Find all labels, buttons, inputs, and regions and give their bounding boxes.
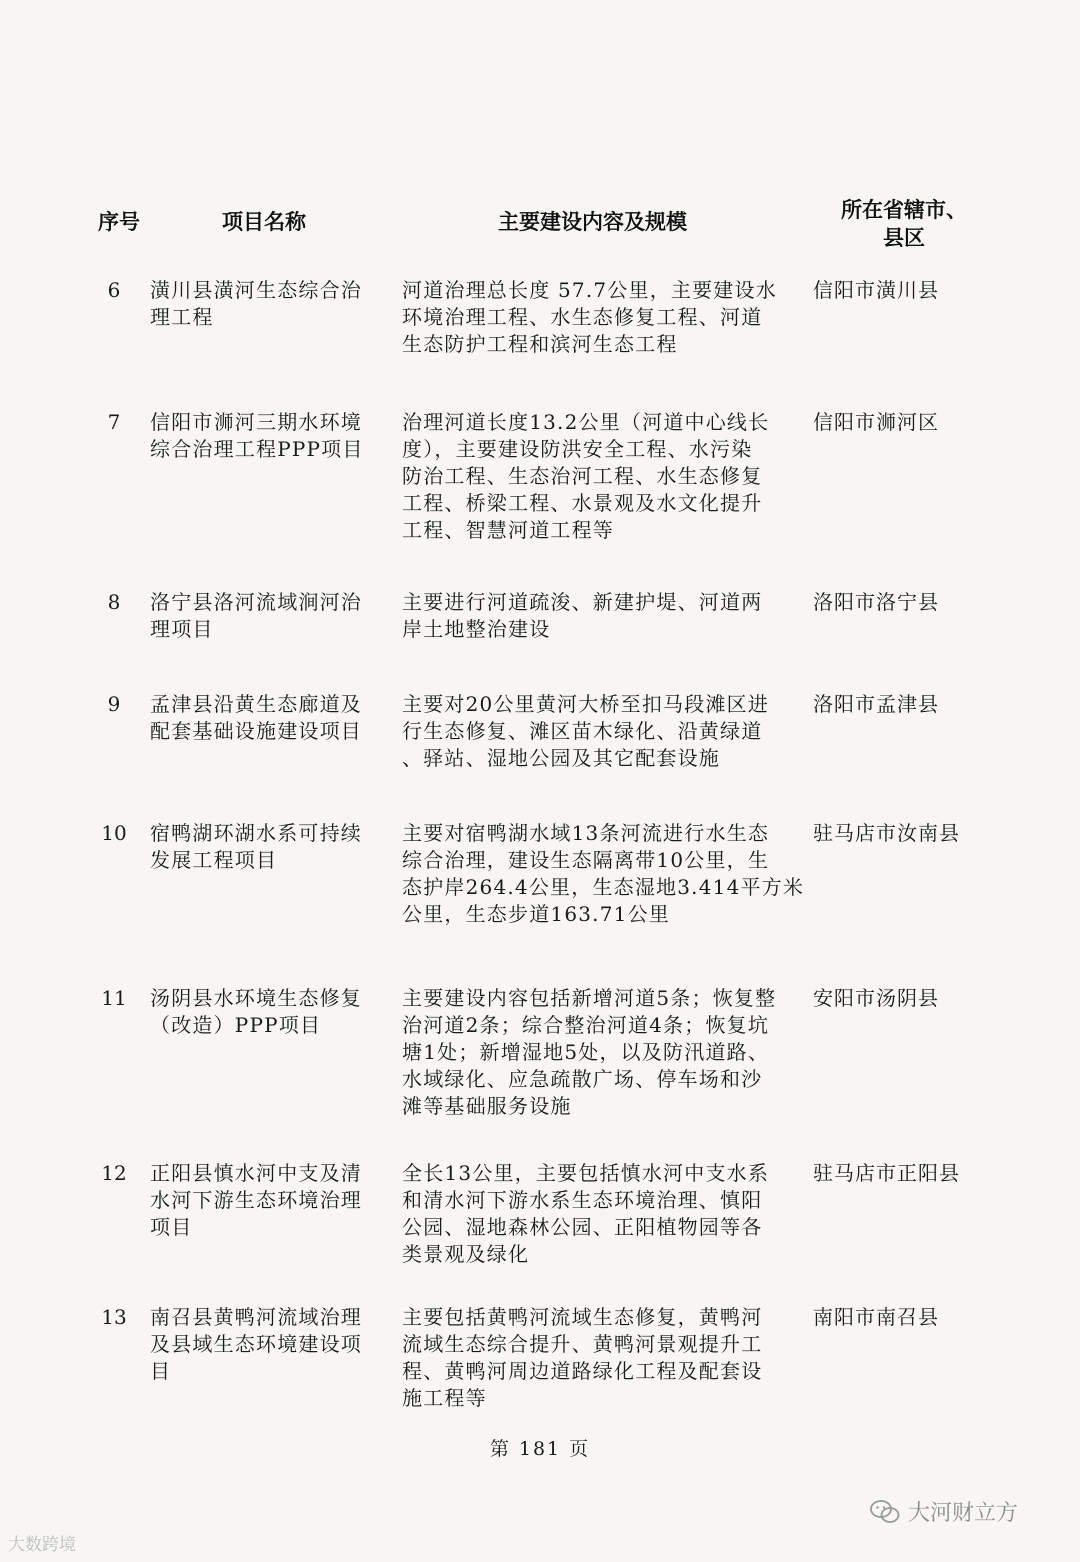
content-line: 河道治理总长度 57.7公里，主要建设水 — [402, 278, 777, 302]
header-seq: 序号 — [98, 210, 140, 234]
row-project-name — [150, 820, 390, 874]
row-location: 南阳市南召县 — [813, 1305, 939, 1329]
row-location: 洛阳市洛宁县 — [813, 590, 939, 614]
header-content: 主要建设内容及规模 — [498, 210, 687, 234]
content-line: 环境治理工程、水生态修复工程、河道 — [402, 305, 763, 329]
row-seq-number: 10 — [101, 821, 127, 845]
row-seq-number: 7 — [107, 410, 121, 434]
row-location: 安阳市汤阴县 — [813, 986, 939, 1010]
content-line: 态护岸264.4公里，生态湿地3.414平方米 — [402, 875, 805, 899]
project-name-line: 目 — [150, 1359, 172, 1383]
row-location: 信阳市潢川县 — [813, 278, 939, 302]
content-line: 工程、桥梁工程、水景观及水文化提升 — [402, 491, 763, 515]
row-project-name — [150, 1160, 390, 1241]
project-name-line: 项目 — [150, 1215, 193, 1239]
row-project-name — [150, 1304, 390, 1385]
header-location-line1: 所在省辖市、 — [841, 198, 967, 222]
row-seq-number: 13 — [101, 1305, 127, 1329]
project-name-line: （改造）PPP项目 — [150, 1013, 322, 1037]
content-line: 水域绿化、应急疏散广场、停车场和沙 — [402, 1067, 763, 1091]
row-construction-content — [402, 589, 800, 643]
row-construction-content — [402, 409, 800, 544]
content-line: 防治工程、生态治河工程、水生态修复 — [402, 464, 763, 488]
row-construction-content — [402, 691, 800, 772]
content-line: 生态防护工程和滨河生态工程 — [402, 332, 678, 356]
content-line: 治河道2条；综合整治河道4条；恢复坑 — [402, 1013, 770, 1037]
content-line: 、驿站、湿地公园及其它配套设施 — [402, 746, 720, 770]
project-name-line: 宿鸭湖环湖水系可持续 — [150, 821, 362, 845]
row-seq-number: 11 — [101, 986, 127, 1010]
row-seq-number: 6 — [107, 278, 121, 302]
project-name-line: 汤阴县水环境生态修复 — [150, 986, 362, 1010]
content-line: 全长13公里，主要包括慎水河中支水系 — [402, 1161, 770, 1185]
content-line: 程、黄鸭河周边道路绿化工程及配套设 — [402, 1359, 763, 1383]
row-construction-content — [402, 277, 800, 358]
row-location: 驻马店市正阳县 — [813, 1161, 960, 1185]
project-name-line: 综合治理工程PPP项目 — [150, 437, 364, 461]
project-name-line: 南召县黄鸭河流域治理 — [150, 1305, 362, 1329]
row-seq-number: 8 — [107, 590, 121, 614]
project-name-line: 发展工程项目 — [150, 848, 278, 872]
watermark-left: 大数跨境 — [8, 1535, 76, 1555]
content-line: 塘1处；新增湿地5处，以及防汛道路、 — [402, 1040, 770, 1064]
row-construction-content — [402, 820, 805, 928]
header-location-line2: 县区 — [883, 226, 925, 250]
content-line: 主要建设内容包括新增河道5条；恢复整 — [402, 986, 777, 1010]
project-name-line: 及县域生态环境建设项 — [150, 1332, 362, 1356]
project-name-line: 潢川县潢河生态综合治 — [150, 278, 362, 302]
project-name-line: 正阳县慎水河中支及清 — [150, 1161, 362, 1185]
content-line: 主要对20公里黄河大桥至扣马段滩区进 — [402, 692, 770, 716]
row-project-name — [150, 589, 390, 643]
content-line: 工程、智慧河道工程等 — [402, 518, 614, 542]
content-line: 综合治理，建设生态隔离带10公里，生 — [402, 848, 770, 872]
row-project-name — [150, 277, 390, 331]
project-name-line: 理项目 — [150, 617, 214, 641]
wechat-icon — [870, 1499, 900, 1525]
row-project-name — [150, 409, 390, 463]
header-location — [834, 196, 974, 252]
row-location: 信阳市浉河区 — [813, 410, 939, 434]
row-construction-content — [402, 1304, 800, 1412]
content-line: 流域生态综合提升、黄鸭河景观提升工 — [402, 1332, 763, 1356]
content-line: 施工程等 — [402, 1386, 487, 1410]
page-number: 第 181 页 — [489, 1438, 591, 1460]
content-line: 滩等基础服务设施 — [402, 1094, 572, 1118]
watermark-right — [870, 1496, 1018, 1527]
row-construction-content — [402, 1160, 800, 1268]
content-line: 类景观及绿化 — [402, 1242, 530, 1266]
content-line: 主要包括黄鸭河流域生态修复，黄鸭河 — [402, 1305, 763, 1329]
content-line: 主要对宿鸭湖水域13条河流进行水生态 — [402, 821, 770, 845]
content-line: 行生态修复、滩区苗木绿化、沿黄绿道 — [402, 719, 763, 743]
content-line: 度），主要建设防洪安全工程、水污染 — [402, 437, 753, 461]
row-location: 洛阳市孟津县 — [813, 692, 939, 716]
project-name-line: 配套基础设施建设项目 — [150, 719, 362, 743]
content-line: 岸土地整治建设 — [402, 617, 551, 641]
project-name-line: 水河下游生态环境治理 — [150, 1188, 362, 1212]
row-construction-content — [402, 985, 800, 1120]
project-name-line: 孟津县沿黄生态廊道及 — [150, 692, 362, 716]
row-project-name — [150, 985, 390, 1039]
content-line: 公园、湿地森林公园、正阳植物园等各 — [402, 1215, 763, 1239]
header-project-name: 项目名称 — [222, 210, 306, 234]
row-location: 驻马店市汝南县 — [813, 821, 960, 845]
content-line: 治理河道长度13.2公里（河道中心线长 — [402, 410, 770, 434]
row-project-name — [150, 691, 390, 745]
content-line: 和清水河下游水系生态环境治理、慎阳 — [402, 1188, 763, 1212]
content-line: 主要进行河道疏浚、新建护堤、河道两 — [402, 590, 763, 614]
project-name-line: 洛宁县洛河流域涧河治 — [150, 590, 362, 614]
content-line: 公里，生态步道163.71公里 — [402, 902, 670, 926]
row-seq-number: 12 — [101, 1161, 127, 1185]
row-seq-number: 9 — [107, 692, 121, 716]
project-name-line: 理工程 — [150, 305, 214, 329]
watermark-right-text: 大河财立方 — [908, 1501, 1019, 1526]
project-name-line: 信阳市浉河三期水环境 — [150, 410, 362, 434]
